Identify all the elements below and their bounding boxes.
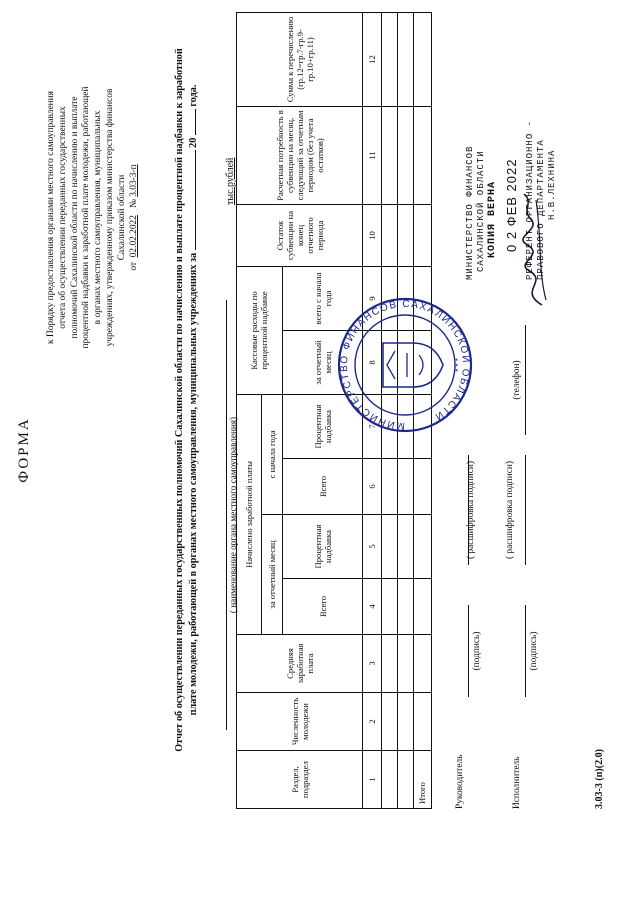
certification-stamp [465, 120, 558, 280]
executor-label: Исполнитель [512, 756, 522, 809]
report-title-line1: Отчет об осуществлении переданных государственных полномочий Сахалинской области по начислению и выплате процентной надбавки к заработной [174, 48, 185, 752]
header-headcount: Численность молодежи [237, 693, 363, 751]
order-date: 02.02.2022 [128, 215, 139, 258]
header-month: за отчетный месяц [262, 515, 283, 635]
col-number: 1 [363, 751, 381, 809]
units-label: тыс.рублей [225, 157, 236, 205]
header-pct: Процентная надбавка [282, 515, 362, 579]
org-name-caption: ( наименование органа местного самоуправления) [228, 416, 238, 614]
order-line: процентной надбавки к заработной плате молодежи, работающей [81, 86, 92, 349]
col-number: 7 [363, 394, 381, 458]
official-seal [335, 295, 475, 435]
executor-decode-caption: ( расшифровка подписи) [505, 460, 515, 560]
executor-sign-line [525, 605, 526, 697]
order-date-line [129, 50, 141, 385]
order-date-prefix: от [128, 261, 139, 271]
head-sign-line [468, 605, 469, 697]
header-cash-expenses: Кассовые расходы по процентной надбавке [237, 266, 283, 394]
col-number: 8 [363, 330, 381, 394]
col-number: 11 [363, 106, 381, 204]
head-decode-caption: ( расшифровка подписи) [466, 460, 476, 560]
order-reference [46, 50, 140, 385]
col-number: 9 [363, 266, 381, 330]
cert-line: Н.В.ЛЕХНИНА [547, 149, 557, 220]
cert-date: 0 2 ФЕВ 2022 [504, 158, 519, 252]
col-number: 2 [363, 693, 381, 751]
cert-line: КОПИЯ ВЕРНА [487, 180, 498, 258]
col-number: 6 [363, 459, 381, 515]
phone-caption: (телефон) [512, 360, 522, 400]
col-number: 10 [363, 204, 381, 266]
head-sign-caption: (подпись) [472, 631, 482, 671]
header-need: Расчетная потребность в субвенции на месяц, следующий за отчетным периодом (без учета остатков) [237, 106, 363, 204]
cert-line: РЕФЕРЕНТ ОРГАНИЗАЦИОННО - [525, 119, 535, 280]
period-blank [187, 150, 196, 250]
cert-line: МИНИСТЕРСТВО ФИНАНСОВ [465, 145, 475, 280]
report-title-text: плате молодежи, работающей в органах местного самоуправления, муниципальных учреждениях за [187, 252, 199, 716]
header-sum: Сумма к перечислению (гр.12=гр.7-гр.9-гр.10+гр.11) [237, 12, 363, 106]
report-title-end: года. [187, 84, 199, 107]
cert-line: ПРАВОВОГО ДЕПАРТАМЕНТА [536, 139, 546, 280]
col-number: 5 [363, 515, 381, 579]
header-total: Всего [282, 579, 362, 635]
report-title [174, 15, 200, 785]
order-line: в органах местного самоуправления, муниципальных [93, 110, 104, 325]
form-heading: ФОРМА [16, 417, 32, 483]
order-line: учреждениях, утвержденному приказом министерства финансов [104, 88, 115, 347]
order-line: Сахалинской области [116, 174, 127, 261]
report-title-line2 [187, 15, 201, 785]
col-number: 3 [363, 635, 381, 693]
report-year-prefix: 20 [187, 137, 199, 148]
header-avg-salary: Средняя заработная плата [237, 635, 363, 693]
order-line: к Порядку предоставления органами местного самоуправления [46, 91, 56, 344]
head-label: Руководитель [455, 754, 465, 809]
col-number: 4 [363, 579, 381, 635]
header-ytd: с начала года [262, 394, 283, 514]
order-line: полномочий Сахалинской области по начислению и выплате [69, 96, 80, 339]
header-balance: Остаток субвенции на конец отчетного периода [237, 204, 363, 266]
total-label: Итого [413, 751, 431, 809]
header-cash-ytd: всего с начала года [282, 266, 362, 330]
order-line: отчета об осуществлении переданных государственных [57, 106, 68, 329]
year-blank [187, 109, 196, 135]
cert-line: САХАЛИНСКОЙ ОБЛАСТИ [476, 150, 486, 272]
col-number: 12 [363, 12, 381, 106]
phone-line [525, 325, 526, 435]
header-pct: Процентная надбавка [282, 394, 362, 458]
svg-text:* * *: * * * [454, 358, 463, 372]
executor-decode-line [525, 455, 526, 565]
order-number-prefix: № [128, 199, 139, 209]
form-code: 3.03-3 (п)(2.0) [594, 749, 605, 809]
order-number: 3.03-3-п [128, 164, 139, 197]
header-section: Раздел, подраздел [237, 751, 363, 809]
header-accrued: Начислено заработной платы [237, 394, 262, 634]
executor-sign-caption: (подпись) [529, 631, 539, 671]
header-total: Всего [282, 459, 362, 515]
header-cash-month: за отчетный месяц [282, 330, 362, 394]
org-name-line [226, 300, 227, 730]
seal-ring-text: МИНИСТЕРСТВО ФИНАНСОВ САХАЛИНСКОЙ ОБЛАСТИ [338, 298, 472, 432]
